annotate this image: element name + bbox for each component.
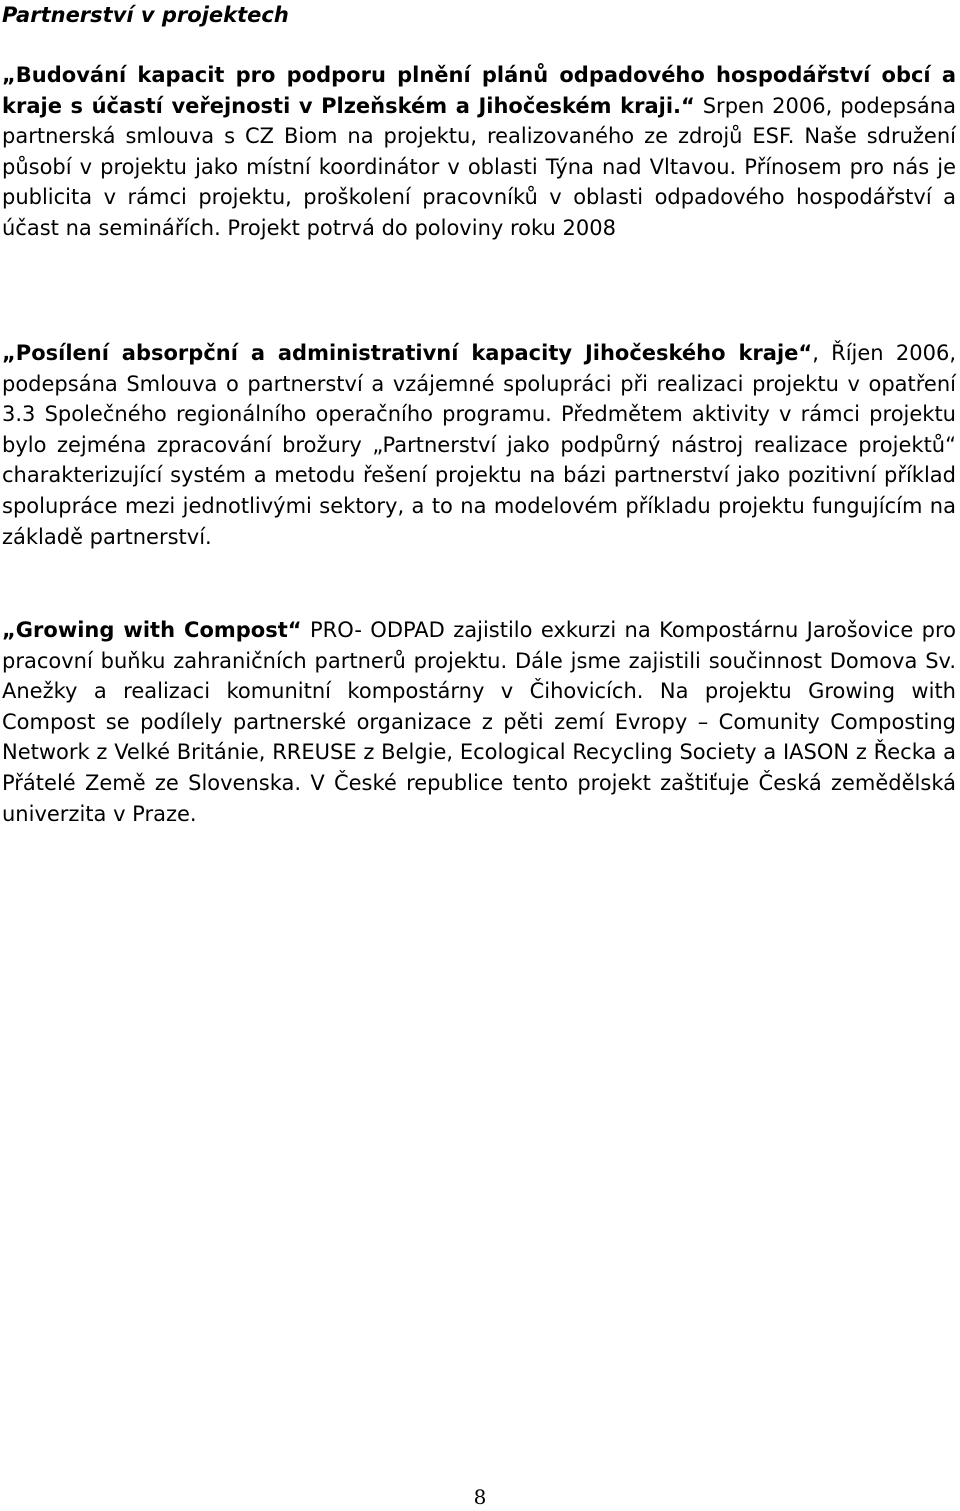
project-heading: „Posílení absorpční a administrativní kapacity Jihočeského kraje“	[2, 341, 813, 365]
project-paragraph-capacity-building	[2, 60, 956, 244]
project-description: , Říjen 2006, podepsána Smlouva o partnerství a vzájemné spolupráci při realizaci projektu v opatření 3.3 Společného regionálního operačního programu. Předmětem aktivity v rámci projektu bylo zejména zpracování brožury „Partnerství jako podpůrný nástroj realizace projektů“ charakterizující systém a metodu řešení projektu na bázi partnerství jako pozitivní příklad spolupráce mezi jednotlivými sektory, a to na modelovém příkladu projektu fungujícím na základě partnerství.	[2, 341, 956, 549]
page-title: Partnerství v projektech	[2, 3, 289, 27]
project-description: PRO- ODPAD zajistilo exkurzi na Kompostárnu Jarošovice pro pracovní buňku zahraničních partnerů projektu. Dále jsme zajistili součinnost Domova Sv. Anežky a realizaci komunitní kompostárny v Čihovicích. Na projektu Growing with Compost se podílely partnerské organizace z pěti zemí Evropy – Comunity Composting Network z Velké Británie, RREUSE z Belgie, Ecological Recycling Society a IASON z Řecka a Přátelé Země ze Slovenska. V České republice tento projekt zaštiťuje Česká zemědělská univerzita v Praze.	[2, 618, 956, 826]
project-paragraph-growing-with-compost	[2, 615, 956, 829]
page-number: 8	[473, 1485, 487, 1509]
project-description: Srpen 2006, podepsána partnerská smlouva s CZ Biom na projektu, realizovaného ze zdrojů ESF. Naše sdružení působí v projektu jako místní koordinátor v oblasti Týna nad Vltavou. Přínosem pro nás je publicita v rámci projektu, proškolení pracovníků v oblasti odpadového hospodářství a účast na seminářích. Projekt potrvá do poloviny roku 2008	[2, 93, 956, 240]
project-heading: „Budování kapacit pro podporu plnění plánů odpadového hospodářství obcí a kraje s účastí veřejnosti v Plzeňském a Jihočeském kraji.“	[2, 63, 956, 118]
project-heading: „Growing with Compost“	[2, 618, 302, 642]
project-paragraph-absorption-capacity	[2, 338, 956, 552]
